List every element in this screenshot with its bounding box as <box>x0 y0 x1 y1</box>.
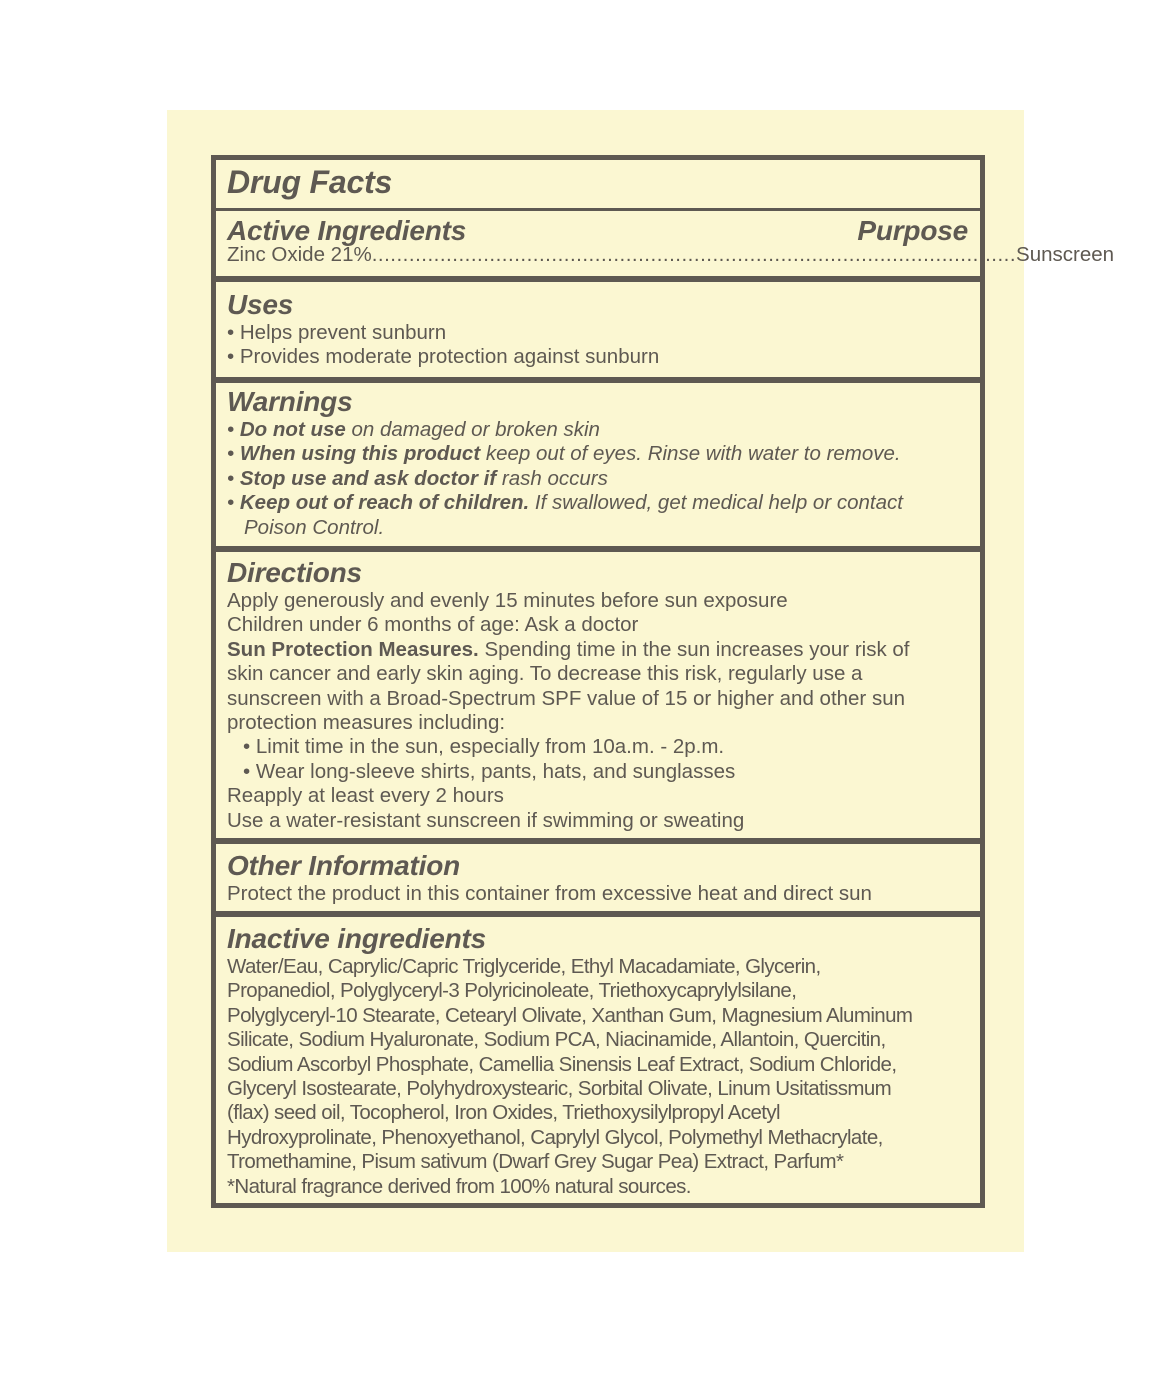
list-item: • Do not use on damaged or broken skin <box>227 418 600 441</box>
active-ingredients-heading: Active Ingredients <box>227 215 467 246</box>
ingredient-line: (flax) seed oil, Tocopherol, Iron Oxides, Triethoxysilylpropyl Acetyl <box>227 1101 780 1125</box>
direction-line: Reapply at least every 2 hours <box>227 784 504 808</box>
purpose-heading: Purpose <box>857 215 968 246</box>
other-information-text: Protect the product in this container from excessive heat and direct sun <box>227 882 872 905</box>
divider <box>216 377 980 383</box>
active-purpose: Sunscreen <box>1016 243 1115 266</box>
ingredient-line: Silicate, Sodium Hyaluronate, Sodium PCA, Niacinamide, Allantoin, Quercitin, <box>227 1028 886 1052</box>
leader-dots: ........................................................................................................ <box>371 243 1017 266</box>
direction-line: protection measures including: <box>227 711 506 735</box>
divider <box>216 911 980 917</box>
warnings-heading: Warnings <box>227 386 353 417</box>
list-item: • When using this product keep out of eyes. Rinse with water to remove. <box>227 442 901 466</box>
warnings-section <box>216 386 980 540</box>
direction-line: Sun Protection Measures. Spending time in the sun increases your risk of <box>227 637 910 661</box>
active-ingredient: Zinc Oxide 21% <box>227 243 372 266</box>
directions-section <box>216 557 980 833</box>
list-item: • Helps prevent sunburn <box>227 321 447 344</box>
direction-line: Apply generously and evenly 15 minutes before sun exposure <box>227 589 788 612</box>
other-information-heading: Other Information <box>227 850 461 881</box>
uses-heading: Uses <box>227 289 294 320</box>
divider <box>216 546 980 552</box>
title-section <box>216 164 980 200</box>
divider <box>216 208 980 211</box>
drug-facts-title: Drug Facts <box>227 164 393 200</box>
uses-section <box>216 289 980 370</box>
list-item: • Stop use and ask doctor if rash occurs <box>227 466 608 490</box>
directions-heading: Directions <box>227 557 362 588</box>
active-ingredients-section <box>216 215 1115 267</box>
drug-facts-panel <box>211 155 1115 1208</box>
list-item: • Limit time in the sun, especially from 10a.m. - 2p.m. <box>243 735 725 759</box>
inactive-ingredients-heading: Inactive ingredients <box>227 923 486 954</box>
list-item: • Provides moderate protection against sunburn <box>227 345 660 369</box>
direction-line: sunscreen with a Broad-Spectrum SPF value of 15 or higher and other sun <box>227 686 906 710</box>
ingredient-line: Sodium Ascorbyl Phosphate, Camellia Sinensis Leaf Extract, Sodium Chloride, <box>227 1052 897 1076</box>
ingredient-line: Glyceryl Isostearate, Polyhydroxystearic, Sorbital Olivate, Linum Usitatissmum <box>227 1077 892 1101</box>
direction-line: skin cancer and early skin aging. To decrease this risk, regularly use a <box>227 662 863 686</box>
ingredient-line: Water/Eau, Caprylic/Capric Triglyceride, Ethyl Macadamiate, Glycerin, <box>227 955 821 978</box>
list-item-continuation: Poison Control. <box>244 515 385 539</box>
divider <box>216 276 980 282</box>
inactive-ingredients-section <box>216 923 980 1199</box>
ingredient-footnote: *Natural fragrance derived from 100% natural sources. <box>227 1174 691 1198</box>
other-information-section <box>216 850 980 906</box>
ingredient-line: Propanediol, Polyglyceryl-3 Polyricinoleate, Triethoxycaprylylsilane, <box>227 979 797 1003</box>
divider <box>216 838 980 844</box>
ingredient-line: Hydroxyprolinate, Phenoxyethanol, Caprylyl Glycol, Polymethyl Methacrylate, <box>227 1125 883 1149</box>
direction-line: Use a water-resistant sunscreen if swimming or sweating <box>227 808 745 832</box>
list-item: • Keep out of reach of children. If swallowed, get medical help or contact <box>227 491 903 515</box>
direction-line: Children under 6 months of age: Ask a doctor <box>227 613 639 637</box>
ingredient-line: Polyglyceryl-10 Stearate, Cetearyl Olivate, Xanthan Gum, Magnesium Aluminum <box>227 1003 913 1027</box>
list-item: • Wear long-sleeve shirts, pants, hats, and sunglasses <box>243 759 736 783</box>
ingredient-line: Tromethamine, Pisum sativum (Dwarf Grey Sugar Pea) Extract, Parfum* <box>227 1150 844 1174</box>
